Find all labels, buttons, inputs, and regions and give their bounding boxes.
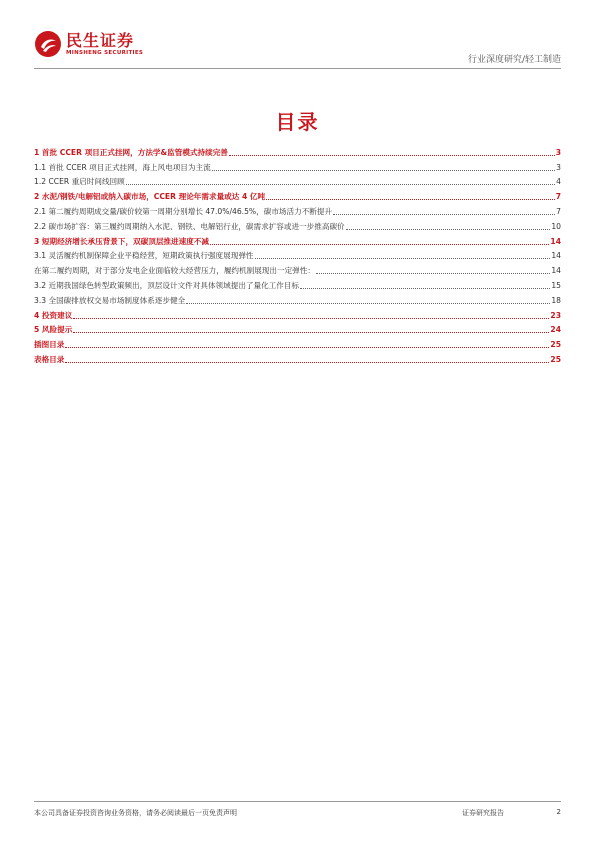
- page-number: 2: [556, 808, 561, 816]
- toc-entry-label: 插图目录: [34, 340, 65, 350]
- toc-leader-dots: [212, 170, 555, 171]
- toc-entry-page: 18: [551, 295, 561, 305]
- footer-disclaimer: 本公司具备证券投资咨询业务资格，请务必阅读最后一页免责声明: [34, 809, 237, 817]
- minsheng-logo-icon: [34, 30, 62, 58]
- logo-name-en: MINSHENG SECURITIES: [66, 49, 144, 56]
- toc-entry-label: 4 投资建议: [34, 310, 73, 320]
- toc-leader-dots: [126, 184, 555, 185]
- toc-entry-page: 3: [555, 147, 561, 157]
- toc-entry-label: 3.3 全国碳排放权交易市场制度体系逐步健全: [34, 295, 186, 305]
- toc-entry-page: 7: [555, 192, 561, 202]
- footer-report-type: 证券研究报告: [462, 809, 504, 817]
- toc-entry[interactable]: [34, 173, 561, 188]
- toc-entry-page: 25: [550, 354, 561, 364]
- toc-entry-page: 23: [550, 310, 561, 320]
- toc-leader-dots: [210, 244, 549, 245]
- toc-entry[interactable]: [34, 232, 561, 247]
- toc-entry-label: 2.2 碳市场扩容：第三履约周期纳入水泥、钢铁、电解铝行业，碳需求扩容或进一步推高碳价: [34, 221, 345, 231]
- toc-entry-page: 14: [551, 251, 561, 261]
- toc-entry-label: 2 水泥/钢铁/电解铝或纳入碳市场，CCER 理论年需求量或达 4 亿吨: [34, 192, 266, 202]
- toc-entry[interactable]: [34, 306, 561, 321]
- toc-entry-label: 3 短期经济增长承压背景下，双碳顶层推进速度不减: [34, 236, 209, 246]
- toc-entry-label: 在第二履约周期，对于部分发电企业面临较大经营压力，履约机制展现出一定弹性：: [34, 266, 315, 276]
- toc-entry-label: 5 风险提示: [34, 325, 73, 335]
- toc-leader-dots: [266, 199, 555, 200]
- header-divider: [34, 68, 561, 69]
- toc-entry-label: 表格目录: [34, 354, 65, 364]
- toc-leader-dots: [65, 347, 549, 348]
- toc-entry[interactable]: [34, 291, 561, 306]
- toc-entry[interactable]: [34, 261, 561, 276]
- toc-leader-dots: [346, 229, 551, 230]
- report-category: 行业深度研究/轻工制造: [467, 55, 561, 65]
- toc-entry[interactable]: [34, 350, 561, 365]
- toc-entry-label: 3.2 近期我国绿色转型政策频出，顶层设计文件对具体领域提出了量化工作目标: [34, 280, 300, 290]
- toc-entry[interactable]: [34, 335, 561, 350]
- toc-entry[interactable]: [34, 202, 561, 217]
- toc-entry-page: 3: [556, 162, 561, 172]
- toc-entry[interactable]: [34, 158, 561, 173]
- page-header: [34, 30, 561, 70]
- table-of-contents: [34, 143, 561, 365]
- toc-entry-label: 1 首批 CCER 项目正式挂网，方法学&监管模式持续完善: [34, 147, 228, 157]
- toc-leader-dots: [255, 258, 551, 259]
- toc-entry-page: 7: [556, 206, 561, 216]
- toc-entry[interactable]: [34, 276, 561, 291]
- page-title: 目录: [275, 110, 320, 134]
- toc-leader-dots: [300, 288, 550, 289]
- toc-entry-page: 10: [551, 221, 561, 231]
- toc-entry-page: 14: [550, 236, 561, 246]
- toc-entry-label: 1.2 CCER 重启时间线回顾: [34, 177, 125, 187]
- toc-entry-page: 14: [551, 266, 561, 276]
- toc-leader-dots: [316, 273, 550, 274]
- toc-entry-page: 24: [550, 325, 561, 335]
- toc-leader-dots: [73, 318, 549, 319]
- toc-entry[interactable]: [34, 143, 561, 158]
- toc-entry-page: 15: [551, 280, 561, 290]
- toc-entry[interactable]: [34, 217, 561, 232]
- footer-divider: [34, 801, 561, 802]
- toc-leader-dots: [229, 155, 555, 156]
- toc-leader-dots: [333, 214, 555, 215]
- toc-entry-label: 3.1 灵活履约机制保障企业平稳经营，短期政策执行强度展现弹性: [34, 251, 254, 261]
- toc-entry-page: 4: [556, 177, 561, 187]
- toc-entry-label: 2.1 第二履约周期成交量/碳价较第一周期分别增长 47.0%/46.5%，碳市场活力不断提升: [34, 206, 333, 216]
- logo-name-cn: 民生证券: [66, 30, 135, 50]
- toc-entry[interactable]: [34, 247, 561, 262]
- toc-entry[interactable]: [34, 187, 561, 202]
- toc-leader-dots: [186, 303, 550, 304]
- company-logo: [34, 30, 143, 58]
- toc-entry-page: 25: [550, 340, 561, 350]
- toc-leader-dots: [65, 362, 549, 363]
- toc-entry[interactable]: [34, 321, 561, 336]
- toc-leader-dots: [73, 332, 549, 333]
- toc-entry-label: 1.1 首批 CCER 项目正式挂网，海上风电项目为主流: [34, 162, 211, 172]
